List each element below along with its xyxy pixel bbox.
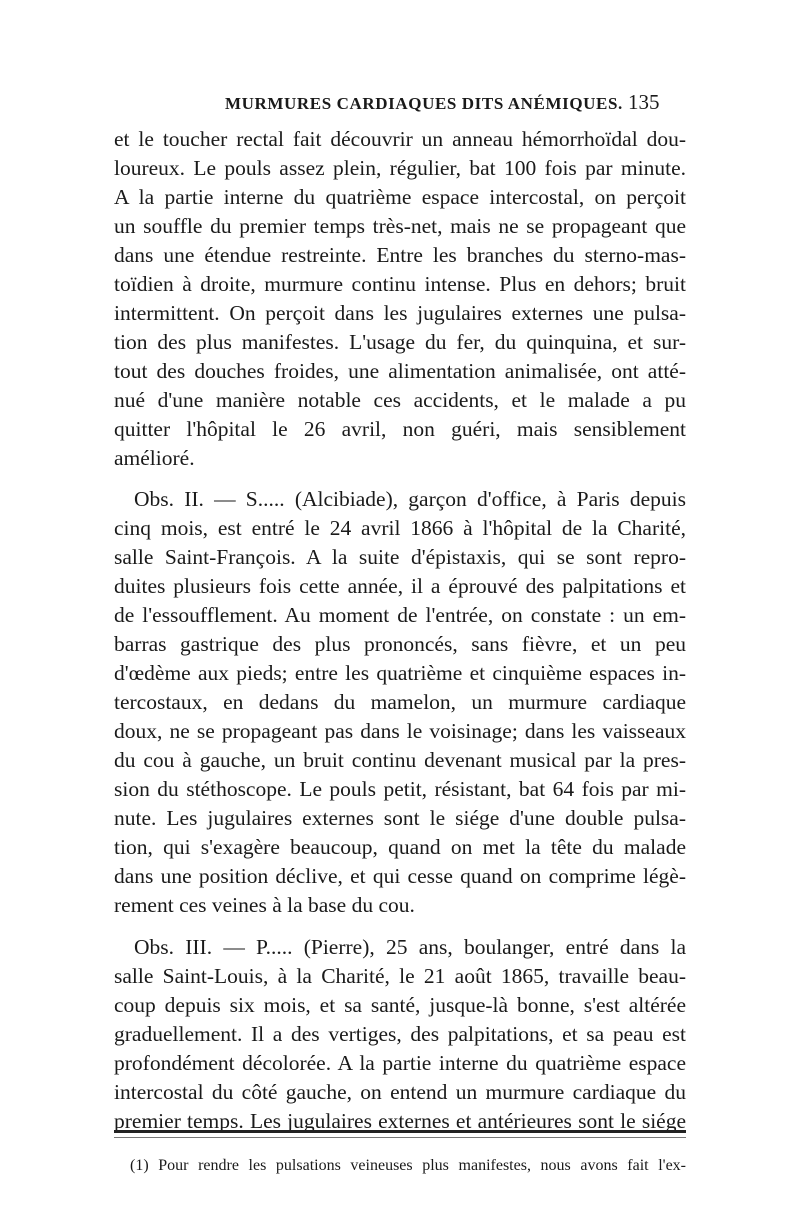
text-line: salle Saint-Louis, à la Charité, le 21 août 1865, travaille beau- <box>114 964 686 988</box>
text-line: nute. Les jugulaires externes sont le siége d'une double pulsa- <box>114 806 686 830</box>
text-line: graduellement. Il a des vertiges, des palpitations, et sa peau est <box>114 1022 686 1046</box>
text-line: tion des plus manifestes. L'usage du fer, du quinquina, et sur- <box>114 330 686 354</box>
text-line: cinq mois, est entré le 24 avril 1866 à l'hôpital de la Charité, <box>114 516 686 540</box>
text-line: du cou à gauche, un bruit continu devenant musical par la pres- <box>114 748 686 772</box>
text-line: A la partie interne du quatrième espace intercostal, on perçoit <box>114 185 686 209</box>
text-line: tion, qui s'exagère beaucoup, quand on met la tête du malade <box>114 835 686 859</box>
text-line: de l'essoufflement. Au moment de l'entrée, on constate : un em- <box>114 603 686 627</box>
text-line: amélioré. <box>114 446 195 470</box>
text-line: salle Saint-François. A la suite d'épistaxis, qui se sont repro- <box>114 545 686 569</box>
text-line: barras gastrique des plus prononcés, sans fièvre, et un peu <box>114 632 686 656</box>
running-title: MURMURES CARDIAQUES DITS ANÉMIQUES. <box>225 94 623 113</box>
text-line: nué d'une manière notable ces accidents, et le malade a pu <box>114 388 686 412</box>
text-line: rement ces veines à la base du cou. <box>114 893 415 917</box>
text-line: intercostal du côté gauche, on entend un murmure cardiaque du <box>114 1080 686 1104</box>
text-line: toïdien à droite, murmure continu intense. Plus en dehors; bruit <box>114 272 686 296</box>
text-line: coup depuis six mois, et sa santé, jusque-là bonne, s'est altérée <box>114 993 686 1017</box>
observation-heading-line: Obs. III. — P..... (Pierre), 25 ans, boulanger, entré dans la <box>134 935 686 959</box>
text-line: intermittent. On perçoit dans les jugulaires externes une pulsa- <box>114 301 686 325</box>
text-line: profondément décolorée. A la partie interne du quatrième espace <box>114 1051 686 1075</box>
text-line: quitter l'hôpital le 26 avril, non guéri, mais sensiblement <box>114 417 686 441</box>
text-line: tercostaux, en dedans du mamelon, un murmure cardiaque <box>114 690 686 714</box>
text-line: et le toucher rectal fait découvrir un anneau hémorrhoïdal dou- <box>114 127 686 151</box>
text-line: doux, ne se propageant pas dans le voisinage; dans les vaisseaux <box>114 719 686 743</box>
text-line: dans une position déclive, et qui cesse quand on comprime légè- <box>114 864 686 888</box>
text-line: sion du stéthoscope. Le pouls petit, résistant, bat 64 fois par mi- <box>114 777 686 801</box>
observation-heading-line: Obs. II. — S..... (Alcibiade), garçon d'office, à Paris depuis <box>134 487 686 511</box>
text-line: un souffle du premier temps très-net, mais ne se propageant que <box>114 214 686 238</box>
footnote-rule-thin <box>114 1137 686 1138</box>
text-line: premier temps. Les jugulaires externes et antérieures sont le siége <box>114 1109 686 1133</box>
text-line: loureux. Le pouls assez plein, régulier, bat 100 fois par minute. <box>114 156 686 180</box>
text-line: d'œdème aux pieds; entre les quatrième et cinquième espaces in- <box>114 661 686 685</box>
text-line: tout des douches froides, une alimentation animalisée, ont atté- <box>114 359 686 383</box>
footnote-rule <box>114 1130 686 1133</box>
footnote: (1) Pour rendre les pulsations veineuses plus manifestes, nous avons fait l'ex- <box>130 1157 686 1174</box>
page-number: 135 <box>628 90 660 114</box>
text-line: dans une étendue restreinte. Entre les branches du sterno-mas- <box>114 243 686 267</box>
text-line: duites plusieurs fois cette année, il a éprouvé des palpitations et <box>114 574 686 598</box>
